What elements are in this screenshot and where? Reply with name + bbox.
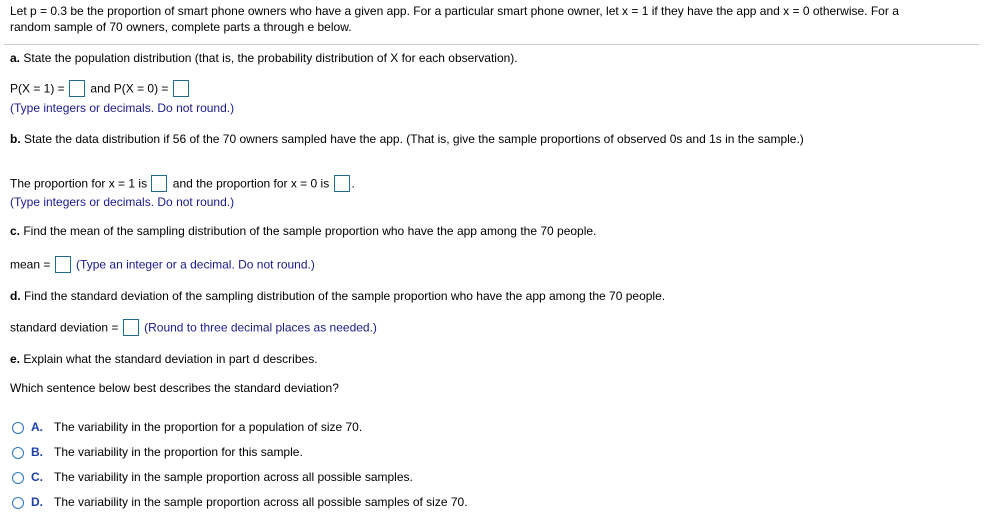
choice-c[interactable] (12, 470, 413, 485)
part-a-question (10, 51, 518, 66)
part-a-label: a. (10, 51, 21, 65)
intro-line-1: Let p = 0.3 be the proportion of smart phone owners who have a given app. For a particular smart phone owner, let x = 1 if they have the app and x = 0 otherwise. For a (10, 4, 899, 18)
part-b-hint: (Type integers or decimals. Do not round.) (10, 195, 235, 209)
proportion-suffix: . (351, 176, 355, 191)
proportion-x1-input[interactable] (151, 175, 167, 192)
part-d-label: d. (10, 289, 21, 303)
part-d-question-text: Find the standard deviation of the sampling distribution of the sample proportion who have the app among the 70 people. (20, 289, 666, 303)
p-x0-label: and P(X = 0) = (90, 81, 169, 96)
choice-a-letter: A. (31, 420, 43, 434)
divider (4, 44, 979, 45)
radio-icon[interactable] (12, 497, 24, 509)
part-a-answer-row (10, 81, 191, 98)
part-b-answer-row (10, 176, 355, 193)
choice-d[interactable] (12, 495, 468, 510)
choice-b[interactable] (12, 445, 303, 460)
choice-a-text: The variability in the proportion for a population of size 70. (54, 420, 363, 434)
part-b-label: b. (10, 132, 21, 146)
part-e-prompt: Which sentence below best describes the standard deviation? (10, 381, 339, 395)
mean-label: mean = (10, 257, 51, 272)
part-d-question (10, 289, 665, 304)
std-dev-input[interactable] (123, 319, 139, 336)
std-dev-label: standard deviation = (10, 320, 119, 335)
radio-icon[interactable] (12, 447, 24, 459)
choice-c-text: The variability in the sample proportion across all possible samples. (54, 470, 413, 484)
radio-icon[interactable] (12, 472, 24, 484)
part-a-question-text: State the population distribution (that is, the probability distribution of X for each observation). (20, 51, 518, 65)
part-d-answer-row (10, 320, 377, 337)
part-a-hint: (Type integers or decimals. Do not round.) (10, 101, 235, 115)
part-c-label: c. (10, 224, 21, 238)
part-e-question-text: Explain what the standard deviation in part d describes. (20, 352, 318, 366)
proportion-x0-label: and the proportion for x = 0 is (172, 176, 330, 191)
choice-d-text: The variability in the sample proportion across all possible samples of size 70. (54, 495, 468, 509)
part-c-hint: (Type an integer or a decimal. Do not round.) (76, 257, 315, 272)
part-b-question-text: State the data distribution if 56 of the 70 owners sampled have the app. (That is, give the sample proportions of observed 0s and 1s in the sample.) (20, 132, 804, 146)
choice-b-text: The variability in the proportion for this sample. (54, 445, 303, 459)
part-e-label: e. (10, 352, 21, 366)
mean-input[interactable] (55, 256, 71, 273)
part-e-question (10, 352, 318, 367)
intro-line-2: random sample of 70 owners, complete parts a through e below. (10, 20, 352, 34)
proportion-x0-input[interactable] (334, 175, 350, 192)
choice-c-letter: C. (31, 470, 43, 484)
choice-a[interactable] (12, 420, 362, 435)
part-d-hint: (Round to three decimal places as needed.) (144, 320, 377, 335)
part-c-question-text: Find the mean of the sampling distribution of the sample proportion who have the app among the 70 people. (20, 224, 597, 238)
proportion-x1-label: The proportion for x = 1 is (10, 176, 148, 191)
radio-icon[interactable] (12, 422, 24, 434)
p-x1-input[interactable] (69, 80, 85, 97)
part-c-question (10, 224, 596, 239)
p-x1-label: P(X = 1) = (10, 81, 65, 96)
part-c-answer-row (10, 257, 315, 274)
p-x0-input[interactable] (173, 80, 189, 97)
part-b-question (10, 132, 804, 147)
choice-d-letter: D. (31, 495, 43, 509)
choice-b-letter: B. (31, 445, 43, 459)
